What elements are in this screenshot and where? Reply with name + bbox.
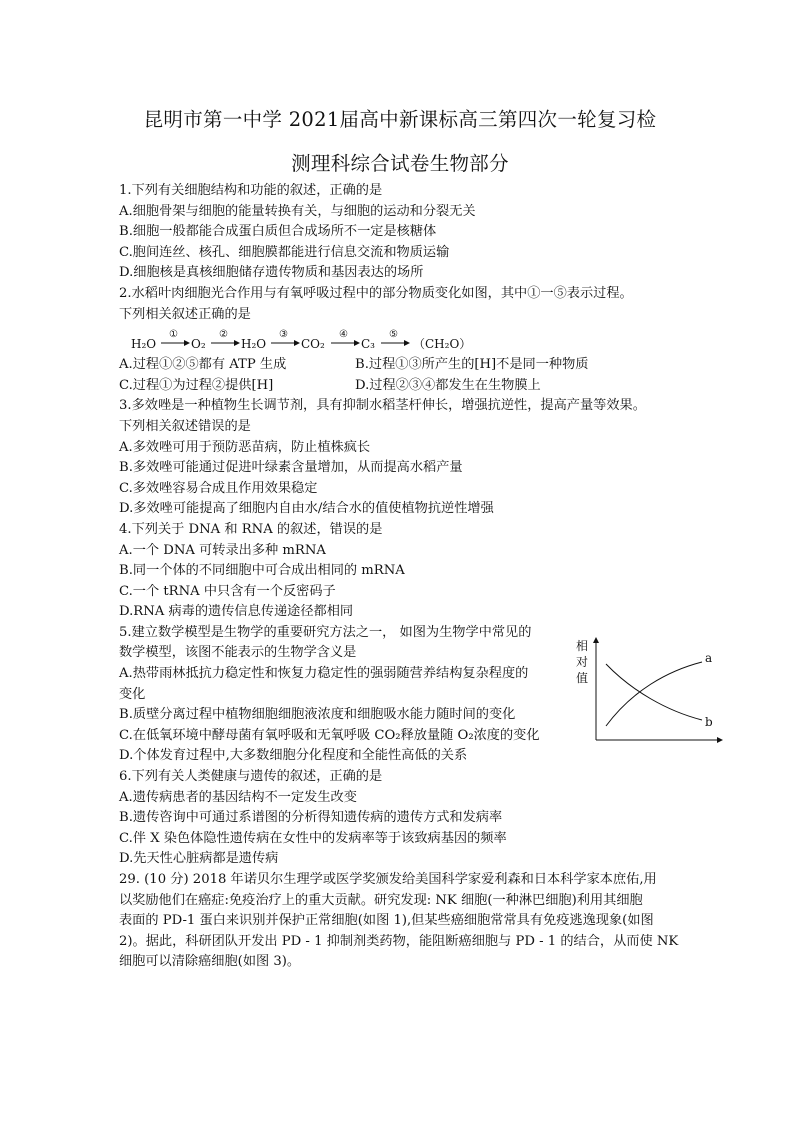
process-5: ⑤ — [389, 329, 398, 341]
process-3: ③ — [279, 329, 288, 341]
q6-option-c: C.伴 X 染色体隐性遗传病在女性中的发病率等于该致病基因的频率 — [119, 830, 507, 846]
q4-option-b: B.同一个体的不同细胞中可合成出相同的 mRNA — [119, 563, 405, 579]
q3-option-b: B.多效唑可能通过促进叶绿素含量增加，从而提高水稻产量 — [119, 460, 463, 476]
q2-options-row-1 — [119, 355, 679, 376]
y-label-3: 值 — [576, 671, 589, 685]
process-4: ④ — [339, 329, 348, 341]
y-label-2: 对 — [576, 655, 589, 669]
q1-option-c: C.胞间连丝、核孔、细胞膜都能进行信息交流和物质运输 — [119, 244, 450, 260]
process-2: ② — [219, 329, 228, 341]
species-3: H₂O — [241, 337, 267, 352]
q4-stem: 4.下列关于 DNA 和 RNA 的叙述，错误的是 — [119, 521, 383, 537]
q2-options-row-2 — [119, 376, 679, 397]
q5-option-b: B.质壁分离过程中植物细胞细胞液浓度和细胞吸水能力随时间的变化 — [119, 707, 516, 723]
curve-b — [606, 664, 702, 720]
q4-option-d: D.RNA 病毒的遗传信息传递途径都相同 — [119, 604, 354, 620]
question-body — [119, 181, 679, 973]
species-5: C₃ — [361, 337, 375, 352]
y-label-1: 相 — [576, 639, 589, 653]
q29-line-2: 以奖励他们在癌症:免疫治疗上的重大贡献。研究发现: NK 细胞(一种淋巴细胞)利用其细胞 — [119, 892, 643, 908]
q5-stem-1: 5.建立数学模型是生物学的重要研究方法之一， 如图为生物学中常见的 — [119, 624, 532, 640]
species-2: O₂ — [191, 337, 206, 352]
curve-b-label: b — [705, 715, 713, 729]
species-4: CO₂ — [301, 337, 325, 352]
q4-option-c: C.一个 tRNA 中只含有一个反密码子 — [119, 583, 336, 599]
process-1: ① — [169, 329, 178, 341]
q6-option-b: B.遗传咨询中可通过系谱图的分析得知遗传病的遗传方式和发病率 — [119, 810, 503, 826]
q2-option-d: D.过程②③④都发生在生物膜上 — [355, 377, 541, 393]
reaction-chain-diagram — [131, 326, 472, 354]
q5-option-a-2: 变化 — [119, 686, 146, 702]
q5-option-c: C.在低氧环境中酵母菌有氧呼吸和无氧呼吸 CO₂释放量随 O₂浓度的变化 — [119, 727, 540, 743]
q5-option-a-1: A.热带雨林抵抗力稳定性和恢复力稳定性的强弱随营养结构复杂程度的 — [119, 666, 529, 682]
q6-option-a: A.遗传病患者的基因结构不一定发生改变 — [119, 789, 357, 805]
q3-stem-1: 3.多效唑是一种植物生长调节剂，具有抑制水稻茎杆伸长，增强抗逆性，提高产量等效果。 — [119, 398, 646, 414]
q2-equation — [119, 325, 679, 355]
q3-option-a: A.多效唑可用于预防恶苗病，防止植株疯长 — [119, 439, 371, 455]
q2-option-a: A.过程①②⑤都有 ATP 生成 — [119, 357, 287, 373]
curve-a — [606, 662, 702, 726]
q4-option-a: A.一个 DNA 可转录出多种 mRNA — [119, 542, 326, 558]
q6-stem: 6.下列有关人类健康与遗传的叙述，正确的是 — [119, 769, 383, 785]
q1-option-b: B.细胞一般都能合成蛋白质但合成场所不一定是核糖体 — [119, 224, 437, 240]
species-6: （CH₂O） — [413, 337, 472, 352]
q29-line-4: 2)。据此，科研团队开发出 PD - 1 抑制剂类药物，能阻断癌细胞与 PD - 1 的结合，从而使 NK — [119, 933, 679, 949]
q1-option-a: A.细胞骨架与细胞的能量转换有关，与细胞的运动和分裂无关 — [119, 203, 476, 219]
q6-option-d: D.先天性心脏病都是遗传病 — [119, 851, 279, 867]
q2-option-b: B.过程①③所产生的[H]不是同一种物质 — [355, 357, 589, 373]
q2-option-c: C.过程①为过程②提供[H] — [119, 377, 274, 393]
q29-line-3: 表面的 PD-1 蛋白来识别并保护正常细胞(如图 1),但某些癌细胞常常具有免疫逃逸现象(如图 — [119, 913, 654, 929]
q1-option-d: D.细胞核是真核细胞储存遗传物质和基因表达的场所 — [119, 265, 424, 281]
title-line-2: 测理科综合试卷生物部分 — [291, 152, 509, 175]
q29-line-5: 细胞可以清除癌细胞(如图 3)。 — [119, 954, 301, 970]
curve-a-label: a — [705, 651, 713, 665]
q29-line-1: 29. (10 分) 2018 年诺贝尔生理学或医学奖颁发给美国科学家爱利森和日本科学家本庶佑,用 — [119, 872, 657, 887]
species-1: H₂O — [131, 337, 157, 352]
q5-option-d: D.个体发育过程中,大多数细胞分化程度和全能性高低的关系 — [119, 748, 468, 764]
q3-option-d: D.多效唑可能提高了细胞内自由水/结合水的值使植物抗逆性增强 — [119, 501, 494, 517]
q2-stem-1: 2.水稻叶肉细胞光合作用与有氧呼吸过程中的部分物质变化如图，其中①一⑤表示过程。 — [119, 285, 633, 301]
title-line-1: 昆明市第一中学 2021届高中新课标高三第四次一轮复习检 — [143, 108, 657, 131]
q5-model-graph — [572, 636, 722, 744]
q3-option-c: C.多效唑容易合成且作用效果稳定 — [119, 480, 318, 496]
q3-stem-2: 下列相关叙述错误的是 — [119, 418, 251, 434]
q5-stem-2: 数学模型，该图不能表示的生物学含义是 — [119, 645, 357, 661]
q1-stem: 1.下列有关细胞结构和功能的叙述，正确的是 — [119, 183, 383, 198]
q2-stem-2: 下列相关叙述正确的是 — [119, 306, 251, 322]
